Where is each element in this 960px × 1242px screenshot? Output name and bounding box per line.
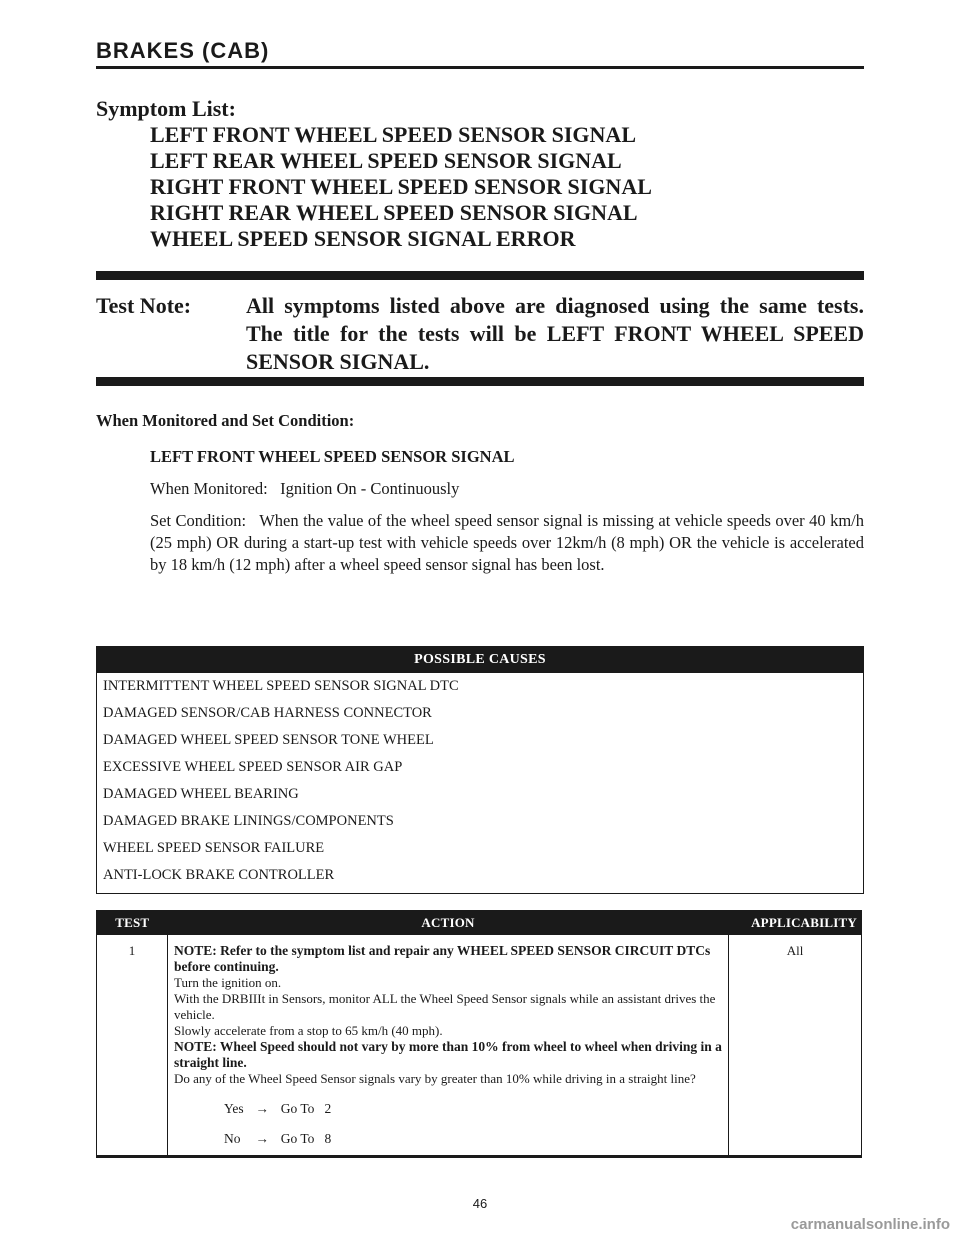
cause-item: INTERMITTENT WHEEL SPEED SENSOR SIGNAL DTC [103, 678, 459, 694]
table-row [97, 935, 862, 1157]
header-action: ACTION [168, 911, 729, 936]
possible-causes-heading: POSSIBLE CAUSES [97, 647, 863, 673]
possible-causes-list [97, 673, 863, 893]
cause-item: EXCESSIVE WHEEL SPEED SENSOR AIR GAP [103, 759, 403, 775]
arrow-right-icon: → [255, 1101, 269, 1116]
cause-item: ANTI-LOCK BRAKE CONTROLLER [103, 867, 335, 883]
test-note-text: All symptoms listed above are diagnosed using the same tests. The title for the tests will be LEFT FRONT WHEEL SPEED SENSOR SIGNAL. [246, 293, 864, 374]
branch-no [224, 1131, 722, 1147]
page-title: BRAKES (CAB) [96, 38, 270, 63]
set-condition: Set Condition: When the value of the wheel speed sensor signal is missing at vehicle speeds over 40 km/h (25 mph) OR during a start-up test with vehicle speeds over 12km/h (8 mph) OR the vehicle is accelerated by 18 km/h (12 mph) after a wheel speed sensor signal has been lost. [150, 511, 869, 574]
arrow-right-icon: → [255, 1131, 269, 1146]
monitor-heading: When Monitored and Set Condition: [96, 411, 355, 430]
header-test: TEST [97, 911, 168, 936]
action-question: Do any of the Wheel Speed Sensor signals vary by greater than 10% while driving in a straight line? [174, 1071, 696, 1086]
symptom-items [150, 122, 864, 252]
test-note [96, 292, 864, 376]
symptom-item: WHEEL SPEED SENSOR SIGNAL ERROR [150, 226, 576, 251]
branch-no-label: No [224, 1131, 241, 1146]
branch-yes-label: Yes [224, 1101, 244, 1116]
test-note-label: Test Note: [96, 293, 192, 318]
cause-item: DAMAGED BRAKE LININGS/COMPONENTS [103, 813, 394, 829]
symptom-list-label: Symptom List: [96, 96, 236, 121]
test-action [168, 935, 729, 1157]
page-header [96, 38, 864, 69]
page-number: 46 [472, 1196, 488, 1211]
branch-yes-target: Go To 2 [280, 1101, 332, 1116]
divider-bottom [96, 377, 864, 386]
branch-yes [224, 1101, 722, 1117]
divider-top [96, 271, 864, 280]
when-monitored: When Monitored: Ignition On - Continuously [150, 479, 460, 498]
symptom-item: LEFT FRONT WHEEL SPEED SENSOR SIGNAL [150, 122, 636, 147]
symptom-item: RIGHT REAR WHEEL SPEED SENSOR SIGNAL [150, 200, 638, 225]
symptom-item: RIGHT FRONT WHEEL SPEED SENSOR SIGNAL [150, 174, 652, 199]
cause-item: DAMAGED SENSOR/CAB HARNESS CONNECTOR [103, 705, 432, 721]
action-line-3: Slowly accelerate from a stop to 65 km/h (40 mph). [174, 1023, 443, 1038]
test-applicability: All [786, 943, 804, 958]
test-table-header-row [97, 911, 862, 936]
action-note-2: NOTE: Wheel Speed should not vary by more than 10% from wheel to wheel when driving in a straight line. [174, 1039, 722, 1070]
monitor-sub-heading: LEFT FRONT WHEEL SPEED SENSOR SIGNAL [150, 447, 515, 466]
branch-no-target: Go To 8 [280, 1131, 332, 1146]
symptom-list [96, 96, 864, 252]
cause-item: DAMAGED WHEEL BEARING [103, 786, 299, 802]
header-applicability: APPLICABILITY [729, 911, 862, 936]
action-line-2: With the DRBIIIt in Sensors, monitor ALL the Wheel Speed Sensor signals while an assistant drives the vehicle. [174, 991, 716, 1022]
test-number: 1 [97, 935, 168, 1157]
possible-causes [96, 646, 864, 894]
test-table [96, 910, 862, 1158]
action-line-1: Turn the ignition on. [174, 975, 282, 990]
cause-item: WHEEL SPEED SENSOR FAILURE [103, 840, 325, 856]
symptom-item: LEFT REAR WHEEL SPEED SENSOR SIGNAL [150, 148, 622, 173]
watermark: carmanualsonline.info [790, 1216, 950, 1233]
cause-item: DAMAGED WHEEL SPEED SENSOR TONE WHEEL [103, 732, 434, 748]
monitor-section [96, 410, 869, 586]
action-note-1: NOTE: Refer to the symptom list and repair any WHEEL SPEED SENSOR CIRCUIT DTCs before continuing. [174, 943, 711, 974]
